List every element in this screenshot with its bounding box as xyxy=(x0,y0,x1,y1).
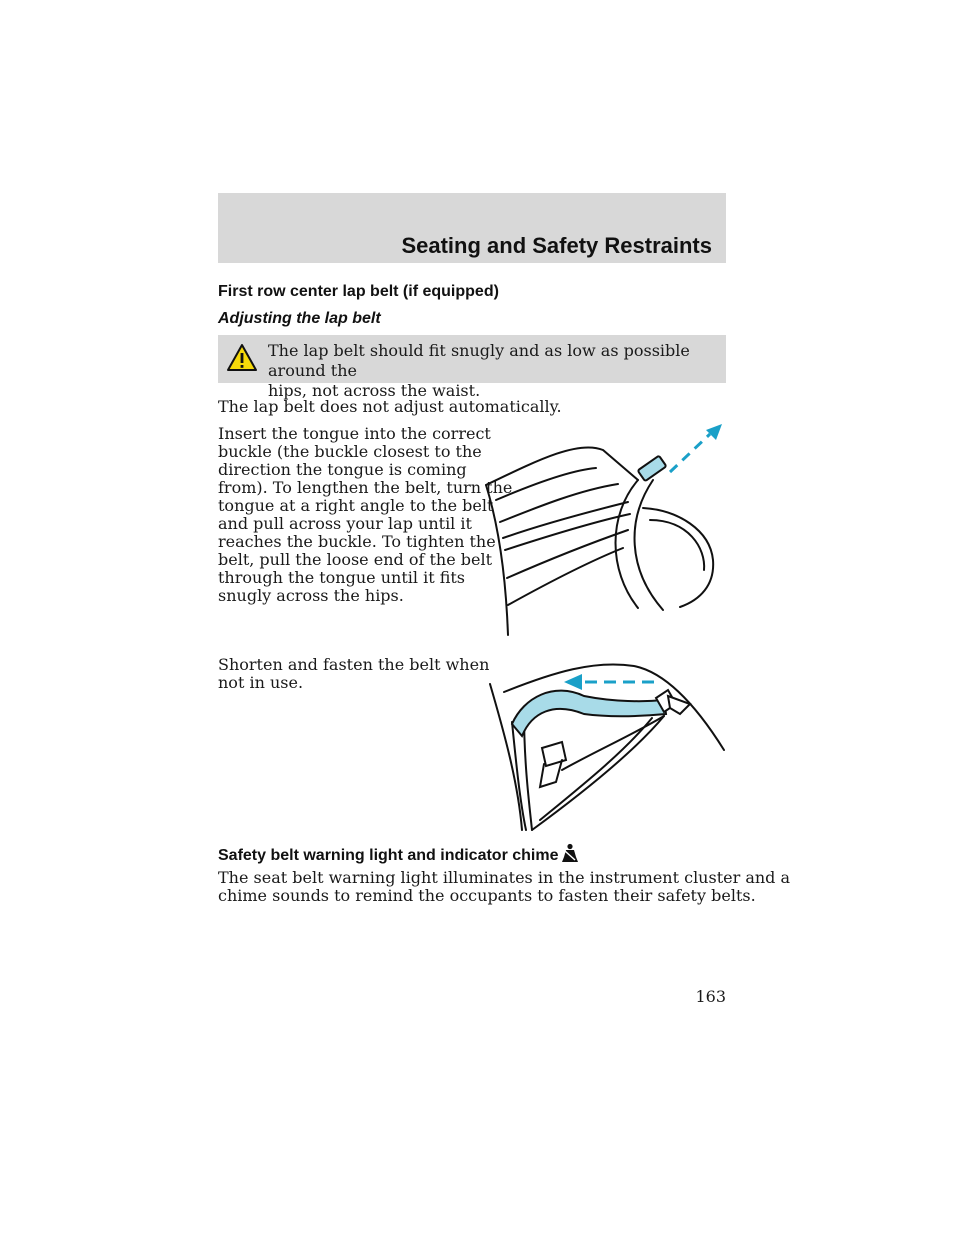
text-line: through the tongue until it fits xyxy=(218,568,466,587)
text-line: tongue at a right angle to the belt xyxy=(218,496,494,515)
paragraph-insert-tongue xyxy=(218,425,512,605)
text-line: not in use. xyxy=(218,673,304,692)
text-line: belt, pull the loose end of the belt xyxy=(218,550,493,569)
section-header-title: Seating and Safety Restraints xyxy=(401,233,712,258)
text-line: Shorten and fasten the belt when xyxy=(218,655,490,674)
warning-line: hips, not across the waist. xyxy=(268,381,481,400)
heading-warning-light-chime xyxy=(218,843,579,865)
warning-triangle-icon xyxy=(226,343,258,373)
lap-belt-shorten-illustration xyxy=(484,652,729,834)
paragraph-warning-light xyxy=(218,869,790,905)
heading-text: Safety belt warning light and indicator chime xyxy=(218,847,559,864)
text-line: Insert the tongue into the correct xyxy=(218,424,491,443)
text-line: The seat belt warning light illuminates in the instrument cluster and a xyxy=(218,868,791,887)
section-header-band xyxy=(218,193,726,263)
text-line: and pull across your lap until it xyxy=(218,514,472,533)
warning-text xyxy=(268,341,718,401)
warning-line: The lap belt should fit snugly and as low as possible around the xyxy=(268,341,690,380)
seatbelt-warning-icon xyxy=(561,843,579,863)
lap-belt-lengthen-illustration xyxy=(478,420,728,640)
text-line: reaches the buckle. To tighten the xyxy=(218,532,496,551)
warning-box xyxy=(218,335,726,400)
text-line: snugly across the hips. xyxy=(218,586,404,605)
heading-center-lap-belt: First row center lap belt (if equipped) xyxy=(218,283,499,300)
subheading-adjusting-lap-belt: Adjusting the lap belt xyxy=(218,310,381,327)
text-line: direction the tongue is coming xyxy=(218,460,467,479)
page-number: 163 xyxy=(695,987,726,1006)
text-line: buckle (the buckle closest to the xyxy=(218,442,482,461)
text-line: from). To lengthen the belt, turn the xyxy=(218,478,513,497)
text-line: chime sounds to remind the occupants to fasten their safety belts. xyxy=(218,886,756,905)
paragraph-shorten-belt xyxy=(218,656,489,692)
paragraph-no-auto-adjust: The lap belt does not adjust automatically. xyxy=(218,397,562,416)
